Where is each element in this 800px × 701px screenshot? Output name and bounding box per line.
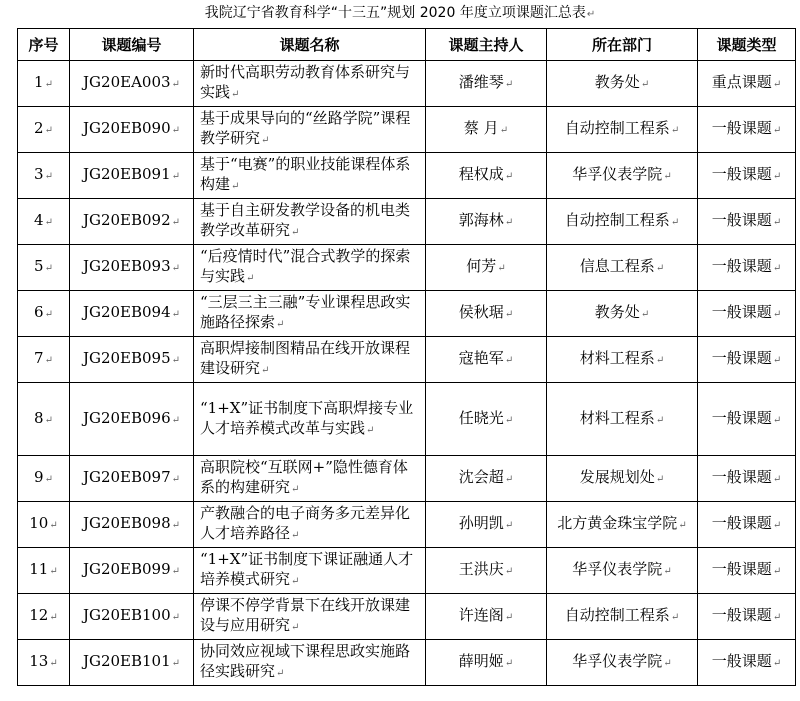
table-row <box>18 245 796 291</box>
cell-name: “1+X”证书制度下高职焊接专业人才培养模式改革与实践↵ <box>194 383 426 456</box>
cell-host: 郭海林↵ <box>426 199 547 245</box>
cell-no: 4↵ <box>18 199 70 245</box>
cell-dept: 华孚仪表学院↵ <box>547 548 698 594</box>
table-row <box>18 383 796 456</box>
cell-type: 一般课题↵ <box>698 291 796 337</box>
cell-host: 程权成↵ <box>426 153 547 199</box>
cell-no: 10↵ <box>18 502 70 548</box>
cell-host: 许连阁↵ <box>426 594 547 640</box>
cell-name: 新时代高职劳动教育体系研究与实践↵ <box>194 61 426 107</box>
table-row <box>18 61 796 107</box>
cell-type: 一般课题↵ <box>698 153 796 199</box>
cell-host: 何芳↵ <box>426 245 547 291</box>
cell-name: 基于自主研发教学设备的机电类教学改革研究↵ <box>194 199 426 245</box>
cell-dept: 发展规划处↵ <box>547 456 698 502</box>
cell-code: JG20EB098↵ <box>70 502 194 548</box>
table-row <box>18 640 796 686</box>
header-host: 课题主持人 <box>426 29 547 61</box>
cell-host: 潘维琴↵ <box>426 61 547 107</box>
cell-code: JG20EB095↵ <box>70 337 194 383</box>
table-row <box>18 107 796 153</box>
cell-code: JG20EB091↵ <box>70 153 194 199</box>
cell-name: 停课不停学背景下在线开放课建设与应用研究↵ <box>194 594 426 640</box>
table-row <box>18 594 796 640</box>
table-row <box>18 199 796 245</box>
cell-host: 蔡 月↵ <box>426 107 547 153</box>
cell-code: JG20EB090↵ <box>70 107 194 153</box>
cell-no: 5↵ <box>18 245 70 291</box>
cell-host: 寇艳军↵ <box>426 337 547 383</box>
cell-name: 基于“电赛”的职业技能课程体系构建↵ <box>194 153 426 199</box>
header-no: 序号 <box>18 29 70 61</box>
projects-table <box>17 28 796 686</box>
cell-type: 一般课题↵ <box>698 456 796 502</box>
cell-dept: 教务处↵ <box>547 61 698 107</box>
table-row <box>18 502 796 548</box>
cell-host: 孙明凯↵ <box>426 502 547 548</box>
cell-host: 薛明姬↵ <box>426 640 547 686</box>
cell-no: 1↵ <box>18 61 70 107</box>
header-name: 课题名称 <box>194 29 426 61</box>
cell-name: 高职院校“互联网+”隐性德育体系的构建研究↵ <box>194 456 426 502</box>
cell-name: “三层三主三融”专业课程思政实施路径探索↵ <box>194 291 426 337</box>
cell-type: 一般课题↵ <box>698 548 796 594</box>
cell-host: 侯秋琚↵ <box>426 291 547 337</box>
cell-type: 一般课题↵ <box>698 199 796 245</box>
cell-code: JG20EB100↵ <box>70 594 194 640</box>
cell-dept: 自动控制工程系↵ <box>547 107 698 153</box>
cell-dept: 自动控制工程系↵ <box>547 199 698 245</box>
table-row <box>18 548 796 594</box>
cell-no: 13↵ <box>18 640 70 686</box>
table-row <box>18 337 796 383</box>
cell-dept: 信息工程系↵ <box>547 245 698 291</box>
cell-no: 3↵ <box>18 153 70 199</box>
cell-no: 9↵ <box>18 456 70 502</box>
table-row <box>18 291 796 337</box>
cell-code: JG20EB092↵ <box>70 199 194 245</box>
header-dept: 所在部门 <box>547 29 698 61</box>
cell-type: 一般课题↵ <box>698 337 796 383</box>
cell-host: 任晓光↵ <box>426 383 547 456</box>
cell-code: JG20EB096↵ <box>70 383 194 456</box>
header-type: 课题类型 <box>698 29 796 61</box>
cell-code: JG20EB097↵ <box>70 456 194 502</box>
cell-name: 基于成果导向的“丝路学院”课程教学研究↵ <box>194 107 426 153</box>
cell-name: 高职焊接制图精品在线开放课程建设研究↵ <box>194 337 426 383</box>
cell-no: 11↵ <box>18 548 70 594</box>
cell-host: 王洪庆↵ <box>426 548 547 594</box>
cell-name: “1+X”证书制度下课证融通人才培养模式研究↵ <box>194 548 426 594</box>
cell-type: 一般课题↵ <box>698 383 796 456</box>
cell-no: 7↵ <box>18 337 70 383</box>
header-code: 课题编号 <box>70 29 194 61</box>
cell-code: JG20EB094↵ <box>70 291 194 337</box>
cell-no: 8↵ <box>18 383 70 456</box>
cell-dept: 华孚仪表学院↵ <box>547 640 698 686</box>
cell-code: JG20EA003↵ <box>70 61 194 107</box>
cell-name: 协同效应视域下课程思政实施路径实践研究↵ <box>194 640 426 686</box>
cell-type: 一般课题↵ <box>698 640 796 686</box>
cell-dept: 材料工程系↵ <box>547 337 698 383</box>
cell-dept: 材料工程系↵ <box>547 383 698 456</box>
page-title: 我院辽宁省教育科学“十三五”规划 2020 年度立项课题汇总表↵ <box>204 5 596 21</box>
cell-type: 一般课题↵ <box>698 245 796 291</box>
cell-dept: 教务处↵ <box>547 291 698 337</box>
cell-code: JG20EB101↵ <box>70 640 194 686</box>
cell-code: JG20EB099↵ <box>70 548 194 594</box>
cell-code: JG20EB093↵ <box>70 245 194 291</box>
cell-no: 12↵ <box>18 594 70 640</box>
cell-type: 重点课题↵ <box>698 61 796 107</box>
cell-type: 一般课题↵ <box>698 107 796 153</box>
cell-type: 一般课题↵ <box>698 502 796 548</box>
cell-no: 6↵ <box>18 291 70 337</box>
table-row <box>18 456 796 502</box>
cell-dept: 自动控制工程系↵ <box>547 594 698 640</box>
table-row <box>18 153 796 199</box>
cell-host: 沈会超↵ <box>426 456 547 502</box>
cell-type: 一般课题↵ <box>698 594 796 640</box>
cell-name: 产教融合的电子商务多元差异化人才培养路径↵ <box>194 502 426 548</box>
cell-no: 2↵ <box>18 107 70 153</box>
header-row <box>18 29 796 61</box>
cell-name: “后疫情时代”混合式教学的探索与实践↵ <box>194 245 426 291</box>
cell-dept: 北方黄金珠宝学院↵ <box>547 502 698 548</box>
cell-dept: 华孚仪表学院↵ <box>547 153 698 199</box>
